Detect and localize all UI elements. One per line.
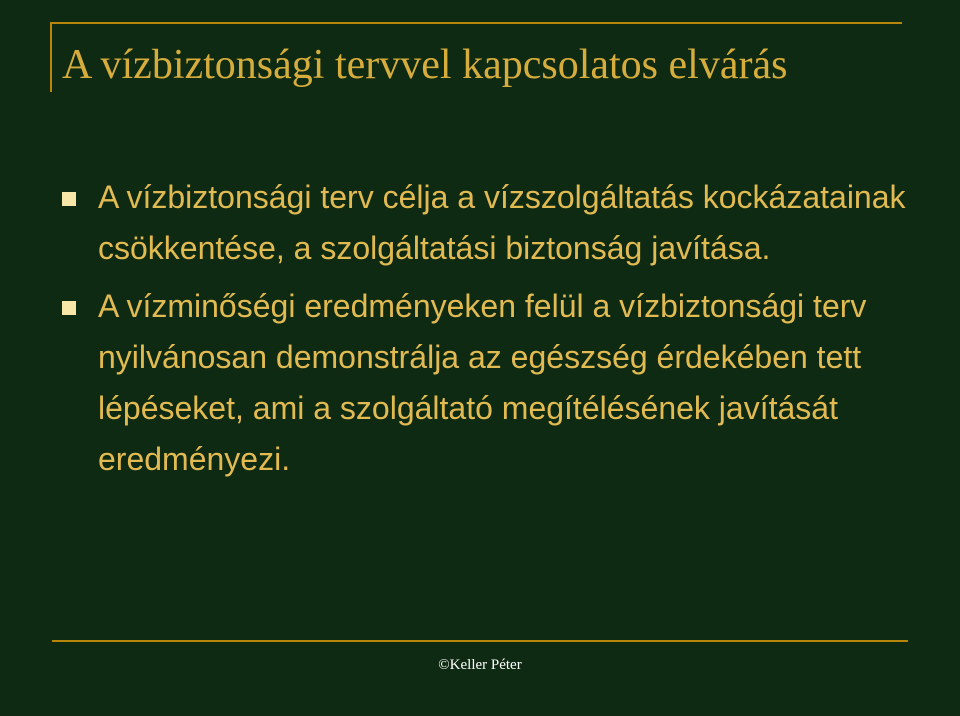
bullet-item [62, 281, 922, 485]
footer-credit: ©Keller Péter [438, 657, 522, 673]
square-bullet-icon [62, 301, 76, 315]
square-bullet-icon [62, 192, 76, 206]
bullet-item [62, 172, 922, 274]
footer-rule [52, 640, 908, 642]
title-rule-left [50, 22, 52, 92]
bullet-text: A vízbiztonsági terv célja a vízszolgáltatás kockázatainak csökkentése, a szolgáltatási biztonság javítása. [98, 179, 906, 266]
slide-title: A vízbiztonsági tervvel kapcsolatos elvárás [62, 42, 788, 88]
title-rule-top [50, 22, 902, 24]
bullet-text: A vízminőségi eredményeken felül a vízbiztonsági terv nyilvánosan demonstrálja az egészség érdekében tett lépéseket, ami a szolgáltató megítélésének javítását eredményezi. [98, 288, 867, 477]
bullet-list [62, 172, 922, 492]
